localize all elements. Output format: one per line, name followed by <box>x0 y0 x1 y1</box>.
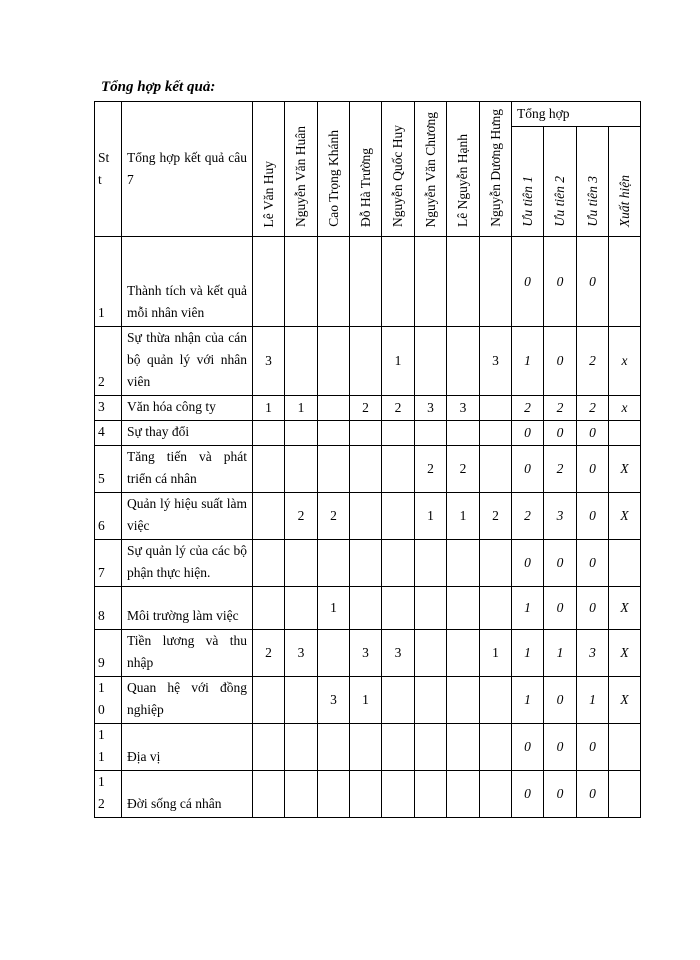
summary-cell: 0 <box>544 587 577 630</box>
summary-column-header <box>512 127 544 237</box>
score-cell: 1 <box>447 493 480 540</box>
score-cell <box>382 724 415 771</box>
criteria-cell: Địa vị <box>122 724 253 771</box>
employee-header <box>447 102 480 237</box>
row-number <box>95 677 122 724</box>
summary-cell: 0 <box>577 446 609 493</box>
score-cell <box>480 540 512 587</box>
score-cell <box>285 540 318 587</box>
criteria-cell: Môi trường làm việc <box>122 587 253 630</box>
priority-3-label: Ưu tiên 3 <box>584 176 600 227</box>
score-cell <box>447 630 480 677</box>
summary-header: Tổng hợp <box>512 102 641 127</box>
employee-name: Lê Văn Huy <box>260 160 276 227</box>
row-number <box>95 446 122 493</box>
table-row <box>95 421 641 446</box>
summary-cell: X <box>609 677 641 724</box>
summary-cell: 1 <box>512 327 544 396</box>
score-cell: 2 <box>447 446 480 493</box>
score-cell <box>447 771 480 818</box>
employee-header <box>480 102 512 237</box>
score-cell <box>415 327 447 396</box>
priority-1-label: Ưu tiên 1 <box>519 176 535 227</box>
score-cell <box>415 771 447 818</box>
score-cell <box>253 540 285 587</box>
score-cell <box>415 724 447 771</box>
score-cell: 1 <box>382 327 415 396</box>
section-heading: Tổng hợp kết quả: <box>101 79 216 95</box>
score-cell: 3 <box>350 630 382 677</box>
employee-name: Cao Trọng Khánh <box>325 130 341 227</box>
criteria-cell: Văn hóa công ty <box>122 396 253 421</box>
criteria-cell: Quan hệ với đồng nghiệp <box>122 677 253 724</box>
score-cell <box>253 421 285 446</box>
summary-cell: X <box>609 630 641 677</box>
score-cell: 3 <box>382 630 415 677</box>
score-cell <box>382 237 415 327</box>
summary-cell: 0 <box>512 540 544 587</box>
score-cell <box>415 587 447 630</box>
row-number-line: 6 <box>98 518 105 533</box>
score-cell <box>318 327 350 396</box>
summary-cell: 1 <box>512 587 544 630</box>
employee-header <box>318 102 350 237</box>
summary-cell: 0 <box>544 724 577 771</box>
row-number <box>95 396 122 421</box>
row-number-line: 1 <box>98 774 105 789</box>
summary-cell: x <box>609 327 641 396</box>
score-cell <box>285 724 318 771</box>
score-cell <box>318 396 350 421</box>
criteria-cell: Đời sống cá nhân <box>122 771 253 818</box>
criteria-cell: Sự quản lý của các bộ phận thực hiện. <box>122 540 253 587</box>
summary-cell: x <box>609 396 641 421</box>
row-number-line: 1 <box>98 305 105 320</box>
score-cell <box>253 493 285 540</box>
score-cell: 2 <box>382 396 415 421</box>
results-table <box>94 101 641 818</box>
score-cell <box>253 771 285 818</box>
summary-cell: 0 <box>544 540 577 587</box>
score-cell <box>318 237 350 327</box>
score-cell: 2 <box>480 493 512 540</box>
score-cell <box>285 677 318 724</box>
score-cell <box>350 493 382 540</box>
score-cell: 3 <box>285 630 318 677</box>
row-number-line: 0 <box>98 702 105 717</box>
employee-header <box>350 102 382 237</box>
score-cell <box>382 446 415 493</box>
score-cell: 3 <box>253 327 285 396</box>
score-cell <box>382 587 415 630</box>
row-number <box>95 630 122 677</box>
score-cell: 3 <box>415 396 447 421</box>
summary-cell: X <box>609 493 641 540</box>
summary-cell: X <box>609 446 641 493</box>
row-number-line: 2 <box>98 796 105 811</box>
score-cell <box>350 540 382 587</box>
row-number <box>95 421 122 446</box>
summary-cell: 0 <box>544 421 577 446</box>
summary-cell: 0 <box>544 237 577 327</box>
summary-cell <box>609 237 641 327</box>
results-table-wrapper <box>94 101 641 818</box>
table-row <box>95 630 641 677</box>
row-number-line: 3 <box>98 399 105 414</box>
score-cell <box>285 237 318 327</box>
row-number-line: 7 <box>98 565 105 580</box>
summary-cell: 2 <box>577 396 609 421</box>
score-cell: 3 <box>447 396 480 421</box>
score-cell: 3 <box>480 327 512 396</box>
score-cell: 1 <box>480 630 512 677</box>
score-cell <box>447 540 480 587</box>
score-cell <box>350 446 382 493</box>
employee-name: Nguyễn Quốc Huy <box>390 125 405 227</box>
employee-name: Nguyễn Văn Huân <box>293 126 308 227</box>
score-cell: 1 <box>350 677 382 724</box>
employee-header <box>382 102 415 237</box>
score-cell <box>253 446 285 493</box>
score-cell: 2 <box>285 493 318 540</box>
score-cell <box>382 493 415 540</box>
stt-header <box>95 102 122 237</box>
score-cell <box>480 421 512 446</box>
summary-cell: 0 <box>512 724 544 771</box>
score-cell <box>447 587 480 630</box>
score-cell <box>480 396 512 421</box>
criteria-cell: Thành tích và kết quả mỗi nhân viên <box>122 237 253 327</box>
summary-cell: 2 <box>512 493 544 540</box>
table-row <box>95 237 641 327</box>
score-cell <box>285 771 318 818</box>
employee-name: Nguyễn Dương Hưng <box>487 109 503 227</box>
employee-name: Nguyễn Văn Chương <box>422 111 438 227</box>
table-row <box>95 540 641 587</box>
row-number-line: 8 <box>98 608 105 623</box>
summary-cell: 0 <box>512 771 544 818</box>
summary-column-header <box>577 127 609 237</box>
score-cell <box>285 446 318 493</box>
score-cell <box>382 421 415 446</box>
score-cell <box>350 421 382 446</box>
summary-cell: 2 <box>512 396 544 421</box>
row-number <box>95 327 122 396</box>
score-cell: 1 <box>253 396 285 421</box>
score-cell: 2 <box>350 396 382 421</box>
score-cell <box>447 677 480 724</box>
summary-cell: 1 <box>577 677 609 724</box>
row-number-line: 1 <box>98 749 105 764</box>
summary-cell: 3 <box>577 630 609 677</box>
table-row <box>95 493 641 540</box>
row-number-line: 1 <box>98 727 105 742</box>
summary-column-header <box>609 127 641 237</box>
summary-cell: 0 <box>577 421 609 446</box>
score-cell <box>318 630 350 677</box>
score-cell: 1 <box>285 396 318 421</box>
score-cell <box>285 421 318 446</box>
score-cell: 3 <box>318 677 350 724</box>
row-number <box>95 540 122 587</box>
summary-cell: 0 <box>577 237 609 327</box>
summary-cell <box>609 771 641 818</box>
employee-header <box>285 102 318 237</box>
stt-header-line: t <box>98 172 102 187</box>
table-body <box>95 237 641 818</box>
score-cell <box>480 237 512 327</box>
score-cell: 2 <box>253 630 285 677</box>
score-cell: 2 <box>318 493 350 540</box>
score-cell <box>382 771 415 818</box>
score-cell: 1 <box>415 493 447 540</box>
employee-name: Lê Nguyễn Hạnh <box>455 134 470 227</box>
row-number-line: 9 <box>98 655 105 670</box>
score-cell <box>415 540 447 587</box>
score-cell <box>350 327 382 396</box>
score-cell <box>318 421 350 446</box>
score-cell <box>447 421 480 446</box>
table-row <box>95 446 641 493</box>
score-cell <box>318 724 350 771</box>
criteria-cell: Sự thay đổi <box>122 421 253 446</box>
score-cell <box>253 587 285 630</box>
row-number <box>95 587 122 630</box>
employee-header <box>253 102 285 237</box>
summary-cell: 2 <box>544 396 577 421</box>
score-cell <box>415 677 447 724</box>
score-cell <box>253 724 285 771</box>
score-cell <box>382 677 415 724</box>
summary-cell: 2 <box>544 446 577 493</box>
summary-cell: 0 <box>544 677 577 724</box>
table-row <box>95 396 641 421</box>
summary-cell: 1 <box>512 630 544 677</box>
table-row <box>95 724 641 771</box>
row-number-line: 1 <box>98 680 105 695</box>
summary-column-header <box>544 127 577 237</box>
row-number-line: 2 <box>98 374 105 389</box>
score-cell <box>480 446 512 493</box>
summary-cell: 1 <box>512 677 544 724</box>
score-cell <box>318 540 350 587</box>
score-cell <box>350 587 382 630</box>
summary-cell: 0 <box>544 327 577 396</box>
stt-header-line: St <box>98 150 110 165</box>
score-cell <box>253 677 285 724</box>
criteria-cell: Quản lý hiệu suất làm việc <box>122 493 253 540</box>
score-cell <box>415 630 447 677</box>
summary-cell: 0 <box>577 724 609 771</box>
score-cell <box>350 724 382 771</box>
score-cell <box>480 724 512 771</box>
summary-cell: 2 <box>577 327 609 396</box>
table-row <box>95 327 641 396</box>
summary-cell <box>609 724 641 771</box>
score-cell <box>285 587 318 630</box>
row-number-line: 5 <box>98 471 105 486</box>
score-cell <box>318 771 350 818</box>
table-row <box>95 587 641 630</box>
row-number <box>95 771 122 818</box>
summary-cell: 3 <box>544 493 577 540</box>
score-cell <box>447 327 480 396</box>
score-cell <box>480 677 512 724</box>
summary-cell: 0 <box>577 493 609 540</box>
score-cell <box>350 771 382 818</box>
score-cell: 1 <box>318 587 350 630</box>
row-number <box>95 724 122 771</box>
score-cell <box>382 540 415 587</box>
summary-cell <box>609 421 641 446</box>
criteria-header: Tổng hợp kết quả câu 7 <box>122 102 253 237</box>
score-cell <box>285 327 318 396</box>
row-number <box>95 237 122 327</box>
score-cell: 2 <box>415 446 447 493</box>
summary-cell: 0 <box>512 446 544 493</box>
summary-cell: 0 <box>512 421 544 446</box>
summary-cell: 0 <box>512 237 544 327</box>
criteria-cell: Sự thừa nhận của cán bộ quản lý với nhân viên <box>122 327 253 396</box>
score-cell <box>415 237 447 327</box>
score-cell <box>350 237 382 327</box>
summary-cell <box>609 540 641 587</box>
score-cell <box>447 724 480 771</box>
table-row <box>95 771 641 818</box>
criteria-cell: Tiền lương và thu nhập <box>122 630 253 677</box>
row-number <box>95 493 122 540</box>
summary-cell: 0 <box>577 540 609 587</box>
score-cell <box>253 237 285 327</box>
employee-name: Đỗ Hà Trường <box>357 148 373 227</box>
employee-header <box>415 102 447 237</box>
summary-cell: 0 <box>577 771 609 818</box>
criteria-cell: Tăng tiến và phát triển cá nhân <box>122 446 253 493</box>
priority-2-label: Ưu tiên 2 <box>552 176 567 227</box>
score-cell <box>480 587 512 630</box>
score-cell <box>415 421 447 446</box>
score-cell <box>318 446 350 493</box>
score-cell <box>480 771 512 818</box>
summary-cell: 1 <box>544 630 577 677</box>
row-number-line: 4 <box>98 424 105 439</box>
appearance-label: Xuất hiện <box>616 174 632 227</box>
summary-cell: 0 <box>577 587 609 630</box>
table-row <box>95 677 641 724</box>
score-cell <box>447 237 480 327</box>
summary-cell: X <box>609 587 641 630</box>
summary-cell: 0 <box>544 771 577 818</box>
